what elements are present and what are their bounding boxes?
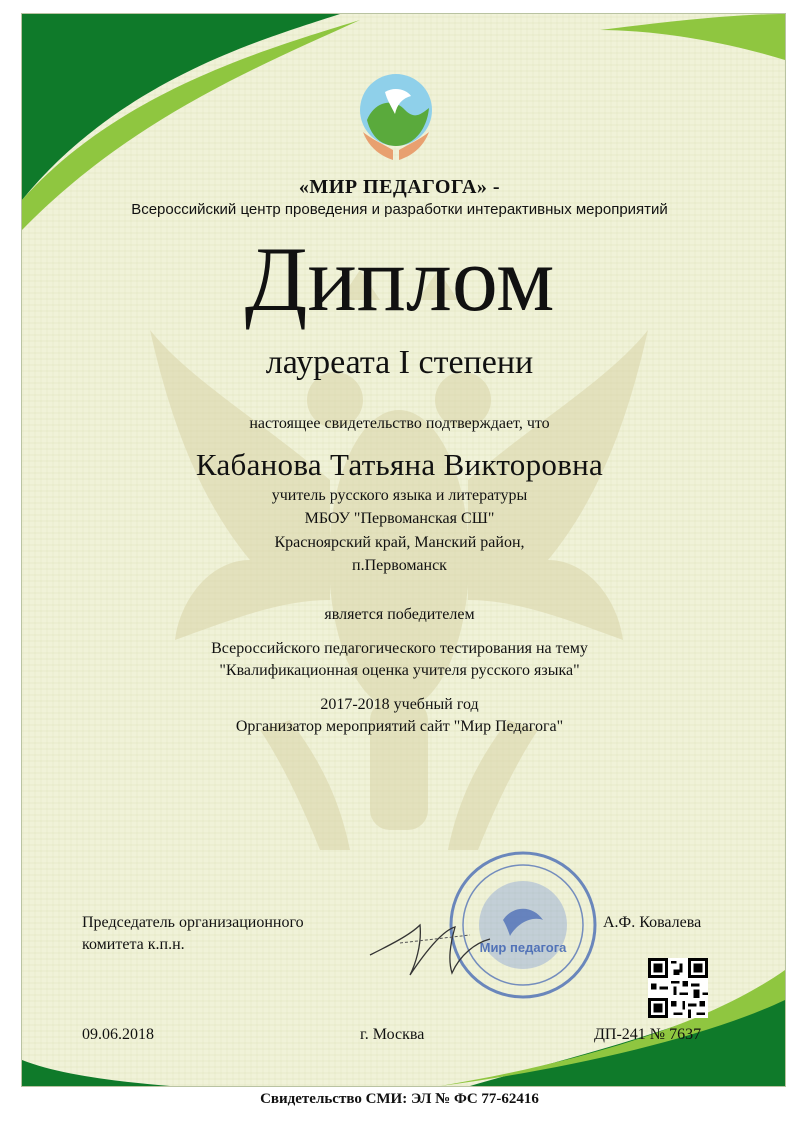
document-number: ДП-241 № 7637 (594, 1026, 702, 1043)
chairman-title (82, 912, 304, 956)
recipient-position: учитель русского языка и литературы (271, 487, 528, 504)
diploma-title: Диплом (244, 228, 555, 330)
chairman-line-2: комитета к.п.н. (82, 936, 185, 953)
signature-icon (360, 905, 500, 985)
event-line-1: Всероссийского педагогического тестирования на тему (211, 640, 588, 657)
qr-code-icon (648, 958, 708, 1018)
issue-city: г. Москва (360, 1026, 425, 1043)
recipient-town: п.Первоманск (352, 557, 447, 574)
confirm-text: настоящее свидетельство подтверждает, что (249, 415, 550, 432)
organizer-line: Организатор мероприятий сайт "Мир Педагога" (235, 718, 564, 735)
chairman-line-1: Председатель организационного (82, 914, 304, 931)
mir-pedagoga-logo-icon (355, 70, 437, 166)
issue-date: 09.06.2018 (82, 1026, 154, 1043)
organization-name: «МИР ПЕДАГОГА» - (298, 176, 501, 198)
academic-year: 2017-2018 учебный год (320, 696, 479, 713)
recipient-name: Кабанова Татьяна Викторовна (195, 447, 604, 482)
diploma-degree: лауреата I степени (265, 344, 534, 381)
winner-text: является победителем (324, 606, 475, 623)
recipient-school: МБОУ "Первоманская СШ" (304, 510, 495, 527)
recipient-region: Красноярский край, Манский район, (274, 534, 525, 551)
svg-text:Мир педагога: Мир педагога (479, 940, 567, 955)
chairman-name: А.Ф. Ковалева (603, 914, 702, 931)
organization-subtitle: Всероссийский центр проведения и разработки интерактивных мероприятий (131, 201, 668, 218)
media-certificate: Свидетельство СМИ: ЭЛ № ФС 77-62416 (260, 1091, 539, 1107)
event-line-2: "Квалификационная оценка учителя русского языка" (219, 662, 580, 679)
